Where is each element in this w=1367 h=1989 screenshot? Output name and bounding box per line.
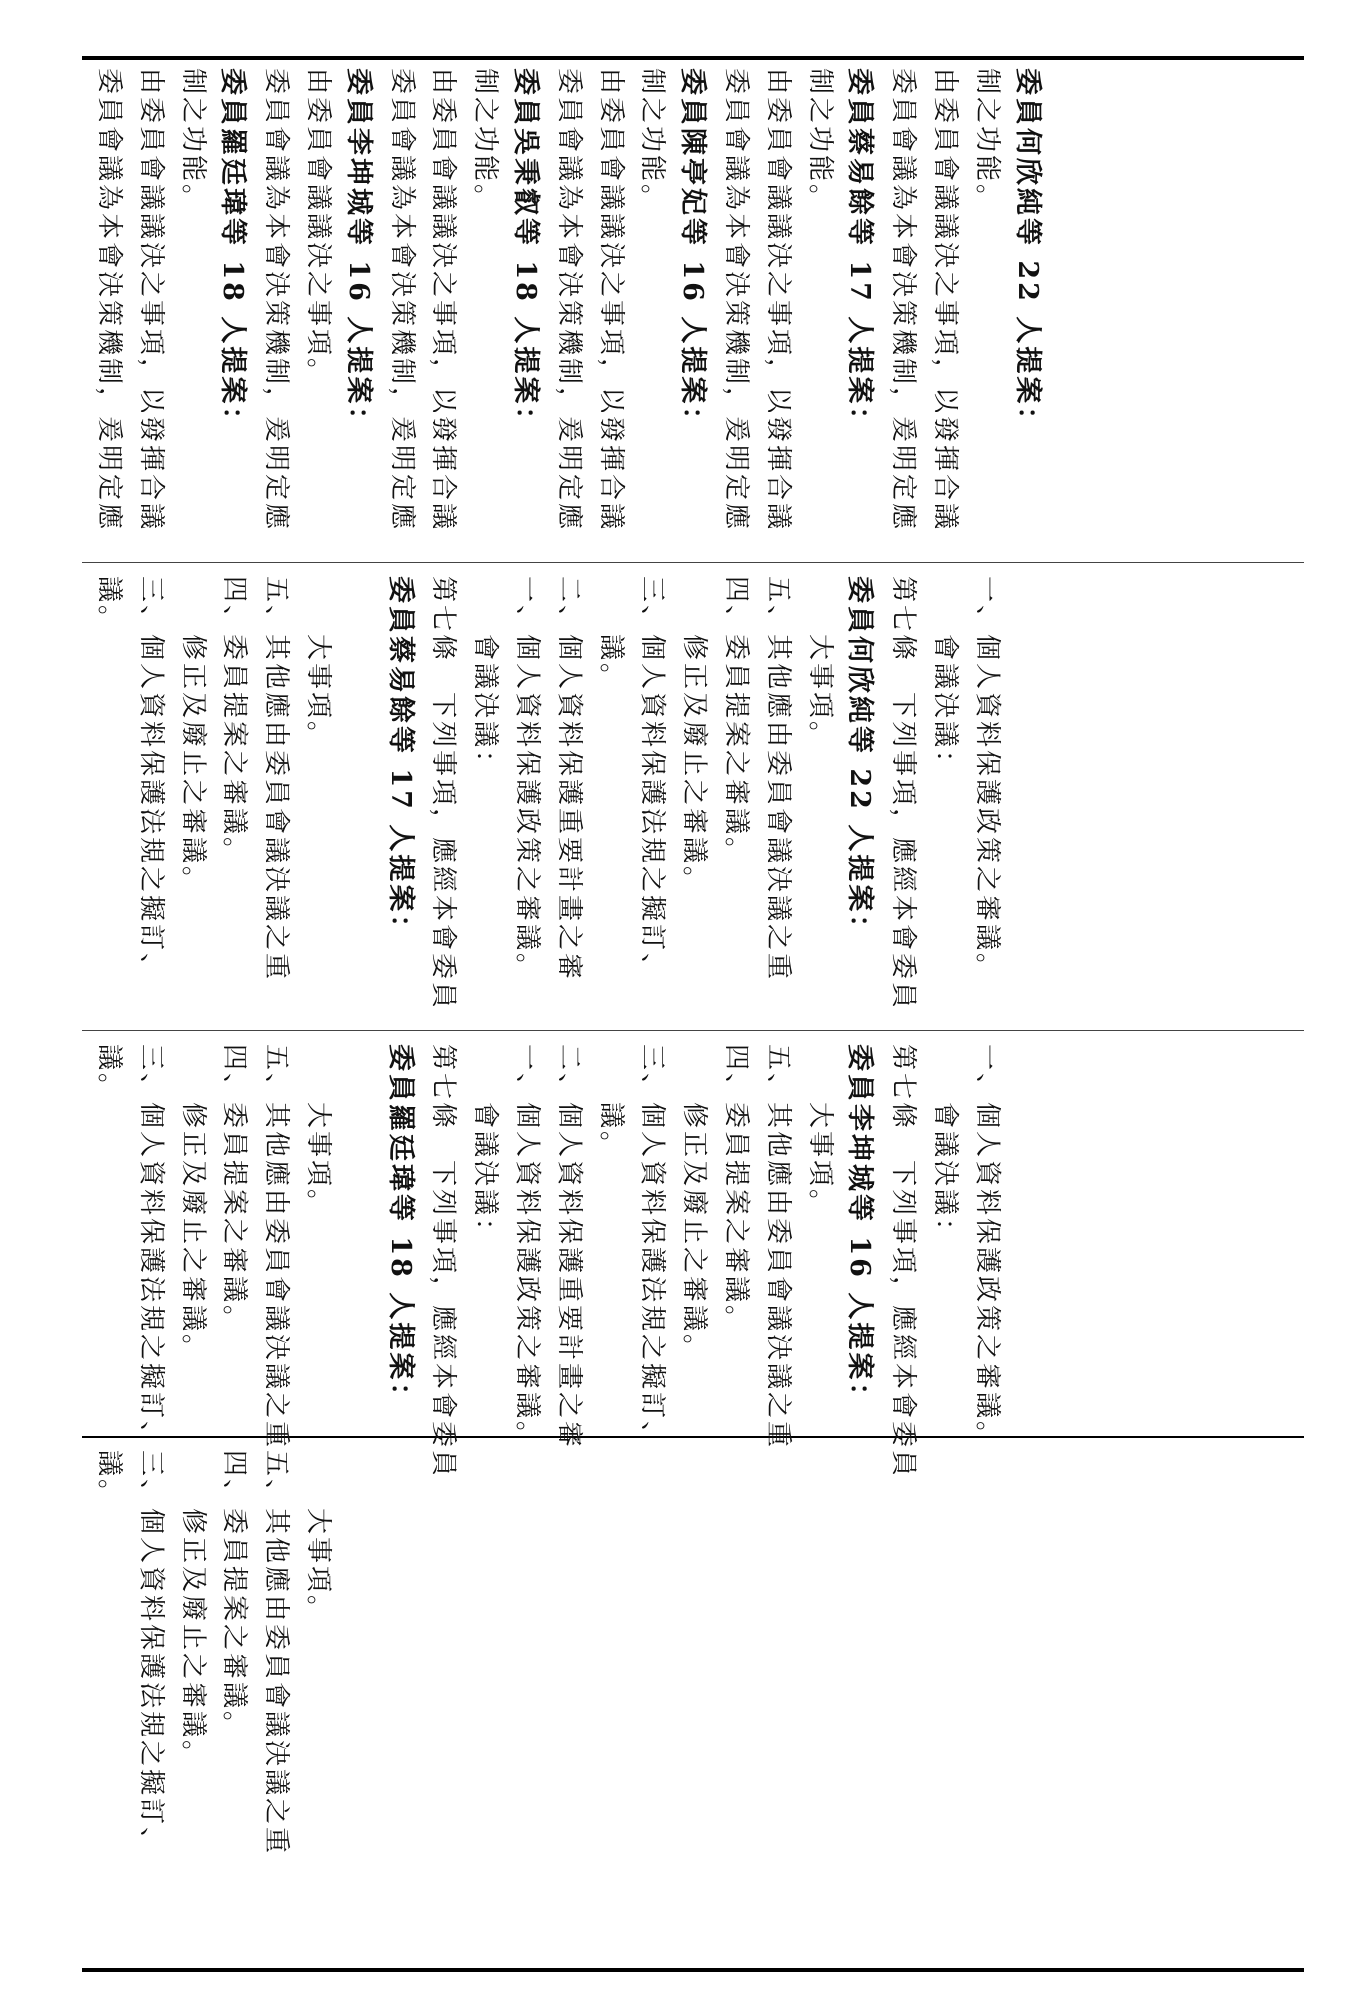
- text-line: 議。: [595, 576, 626, 693]
- text-line: 修正及廢止之審議。: [177, 1044, 208, 1364]
- text-line: 會議決議：: [470, 576, 501, 780]
- text-line: 一、個人資料保護政策之審議。: [512, 576, 542, 983]
- text-line: 二、個人資料保護重要計畫之審: [553, 1044, 584, 1451]
- text-line: 修正及廢止之審議。: [679, 1044, 710, 1364]
- text-line: 議。: [94, 576, 124, 635]
- text-line: 委員會議為本會決策機制，爰明定應: [888, 68, 919, 533]
- text-line: 大事項。: [804, 576, 835, 751]
- text-line: 由委員會議議決之事項，以發揮合議: [595, 68, 626, 533]
- text-line: 第七條 下列事項，應經本會委員: [888, 576, 919, 1012]
- text-line: 第七條 下列事項，應經本會委員: [428, 576, 459, 1012]
- text-line: 三、個人資料保護法規之擬訂、: [135, 576, 166, 983]
- text-line: 大事項。: [303, 576, 333, 751]
- text-line: 議。: [94, 1044, 124, 1103]
- text-line: 一、個人資料保護政策之審議。: [971, 1044, 1002, 1451]
- row-divider-2: [82, 1030, 1304, 1031]
- text-line: 制之功能。: [804, 68, 835, 214]
- text-line: 四、委員提案之審議。: [219, 1044, 250, 1335]
- proposal-heading: 委員何欣純等 22 人提案：: [844, 576, 876, 945]
- text-line: 由委員會議議決之事項，以發揮合議: [762, 68, 793, 533]
- text-line: 四、委員提案之審議。: [219, 576, 250, 867]
- text-line: 三、個人資料保護法規之擬訂、: [637, 576, 668, 983]
- text-line: 會議決議：: [930, 1044, 960, 1248]
- text-line: 大事項。: [303, 1450, 333, 1625]
- proposal-heading: 委員何欣純等 22 人提案：: [1011, 68, 1043, 437]
- text-line: 三、個人資料保護法規之擬訂、: [637, 1044, 668, 1451]
- text-line: 第七條 下列事項，應經本會委員: [888, 1044, 919, 1480]
- proposal-heading: 委員李坤城等 16 人提案：: [342, 68, 374, 437]
- row-divider-1: [82, 562, 1304, 563]
- text-line: 委員會議為本會決策機制，爰明定應: [261, 68, 292, 533]
- text-line: 五、其他應由委員會議決議之重: [261, 1044, 292, 1451]
- text-line: 制之功能。: [637, 68, 668, 214]
- text-line: 會議決議：: [470, 1044, 501, 1248]
- proposal-heading: 委員李坤城等 16 人提案：: [844, 1044, 876, 1413]
- text-line: 四、委員提案之審議。: [721, 576, 751, 867]
- text-line: 委員會議為本會決策機制，爰明定應: [94, 68, 124, 533]
- text-line: 一、個人資料保護政策之審議。: [512, 1044, 542, 1451]
- top-rule: [82, 56, 1304, 60]
- text-line: 制之功能。: [177, 68, 208, 214]
- text-line: 四、委員提案之審議。: [219, 1450, 250, 1741]
- proposal-heading: 委員吳秉叡等 18 人提案：: [510, 68, 541, 437]
- text-line: 議。: [595, 1044, 626, 1161]
- proposal-heading: 委員羅廷瑋等 18 人提案：: [384, 1044, 416, 1413]
- text-line: 由委員會議議決之事項，以發揮合議: [135, 68, 166, 533]
- text-line: 制之功能。: [971, 68, 1002, 214]
- text-line: 五、其他應由委員會議決議之重: [762, 1044, 793, 1451]
- text-line: 會議決議：: [930, 576, 960, 780]
- text-line: 委員會議為本會決策機制，爰明定應: [721, 68, 751, 533]
- proposal-heading: 委員蔡易餘等 17 人提案：: [384, 576, 416, 945]
- bottom-rule: [82, 1968, 1304, 1972]
- text-line: 五、其他應由委員會議決議之重: [261, 576, 292, 983]
- text-line: 由委員會議議決之事項，以發揮合議: [428, 68, 459, 533]
- text-line: 三、個人資料保護法規之擬訂、: [135, 1044, 166, 1451]
- text-line: 大事項。: [804, 1044, 835, 1219]
- text-line: 委員會議為本會決策機制，爰明定應: [386, 68, 417, 533]
- text-line: 大事項。: [303, 1044, 333, 1219]
- text-line: 三、個人資料保護法規之擬訂、: [135, 1450, 166, 1857]
- proposal-heading: 委員羅廷瑋等 18 人提案：: [217, 68, 249, 437]
- text-line: 五、其他應由委員會議決議之重: [762, 576, 793, 983]
- text-line: 委員會議為本會決策機制，爰明定應: [553, 68, 584, 533]
- text-line: 修正及廢止之審議。: [177, 1450, 208, 1770]
- text-line: 五、其他應由委員會議決議之重: [261, 1450, 292, 1857]
- text-line: 修正及廢止之審議。: [177, 576, 208, 896]
- text-line: 議。: [94, 1450, 124, 1509]
- text-line: 修正及廢止之審議。: [679, 576, 710, 896]
- text-line: 二、個人資料保護重要計畫之審: [553, 576, 584, 983]
- text-line: 一、個人資料保護政策之審議。: [971, 576, 1002, 983]
- proposal-heading: 委員陳亭妃等 16 人提案：: [677, 68, 709, 437]
- text-line: 制之功能。: [470, 68, 501, 214]
- text-line: 四、委員提案之審議。: [721, 1044, 751, 1335]
- text-line: 由委員會議議決之事項。: [303, 68, 333, 388]
- text-line: 由委員會議議決之事項，以發揮合議: [930, 68, 960, 533]
- text-line: 第七條 下列事項，應經本會委員: [428, 1044, 459, 1480]
- proposal-heading: 委員蔡易餘等 17 人提案：: [844, 68, 876, 437]
